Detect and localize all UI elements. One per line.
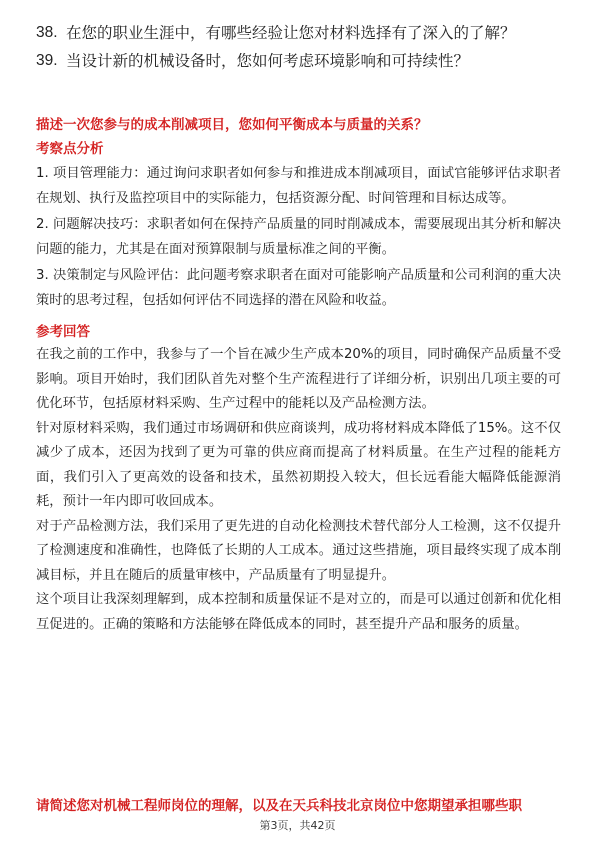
- question-text: 在您的职业生涯中，有哪些经验让您对材料选择有了深入的了解？: [66, 24, 516, 42]
- question-detail: [36, 114, 561, 637]
- answer-paragraph: 在我之前的工作中，我参与了一个旨在减少生产成本20%的项目，同时确保产品质量不受影响。项目开始时，我们团队首先对整个生产流程进行了详细分析，识别出几项主要的可优化环节，包括原材料采购、生产过程中的能耗以及产品检测方法。: [36, 347, 561, 411]
- question-number: 38.: [36, 24, 58, 41]
- next-question-title: 请简述您对机械工程师岗位的理解，以及在天兵科技北京岗位中您期望承担哪些职: [36, 798, 522, 814]
- page-footer: 第3页，共42页: [259, 819, 336, 832]
- answer-heading: 参考回答: [36, 324, 90, 340]
- featured-question-title: 描述一次您参与的成本削减项目，您如何平衡成本与质量的关系？: [36, 117, 428, 133]
- analysis-point: 2. 问题解决技巧：求职者如何在保持产品质量的同时削减成本，需要展现出其分析和解决问题的能力，尤其是在面对预算限制与质量标准之间的平衡。: [36, 217, 561, 257]
- question-number: 39.: [36, 52, 58, 69]
- answer-paragraph: 针对原材料采购，我们通过市场调研和供应商谈判，成功将材料成本降低了15%。这不仅减少了成本，还因为找到了更为可靠的供应商而提高了材料质量。在生产过程的能耗方面，我们引入了更高效的设备和技术，虽然初期投入较大，但长远看能大幅降低能源消耗，预计一年内即可收回成本。: [36, 420, 561, 509]
- analysis-heading: 考察点分析: [36, 141, 104, 157]
- answer-paragraph: 对于产品检测方法，我们采用了更先进的自动化检测技术替代部分人工检测，这不仅提升了检测速度和准确性，也降低了长期的人工成本。通过这些措施，项目最终实现了成本削减目标，并且在随后的质量审核中，产品质量有了明显提升。: [36, 518, 561, 583]
- analysis-point: 1. 项目管理能力：通过询问求职者如何参与和推进成本削减项目，面试官能够评估求职者在规划、执行及监控项目中的实际能力，包括资源分配、时间管理和目标达成等。: [36, 166, 561, 206]
- answer-paragraph: 这个项目让我深刻理解到，成本控制和质量保证不是对立的，而是可以通过创新和优化相互促进的。正确的策略和方法能够在降低成本的同时，甚至提升产品和服务的质量。: [36, 592, 561, 632]
- analysis-point: 3. 决策制定与风险评估：此问题考察求职者在面对可能影响产品质量和公司利润的重大决策时的思考过程，包括如何评估不同选择的潜在风险和收益。: [36, 268, 561, 308]
- question-item: [36, 22, 566, 44]
- question-item: [36, 50, 566, 72]
- question-text: 当设计新的机械设备时，您如何考虑环境影响和可持续性？: [66, 52, 470, 70]
- question-list: [36, 22, 566, 78]
